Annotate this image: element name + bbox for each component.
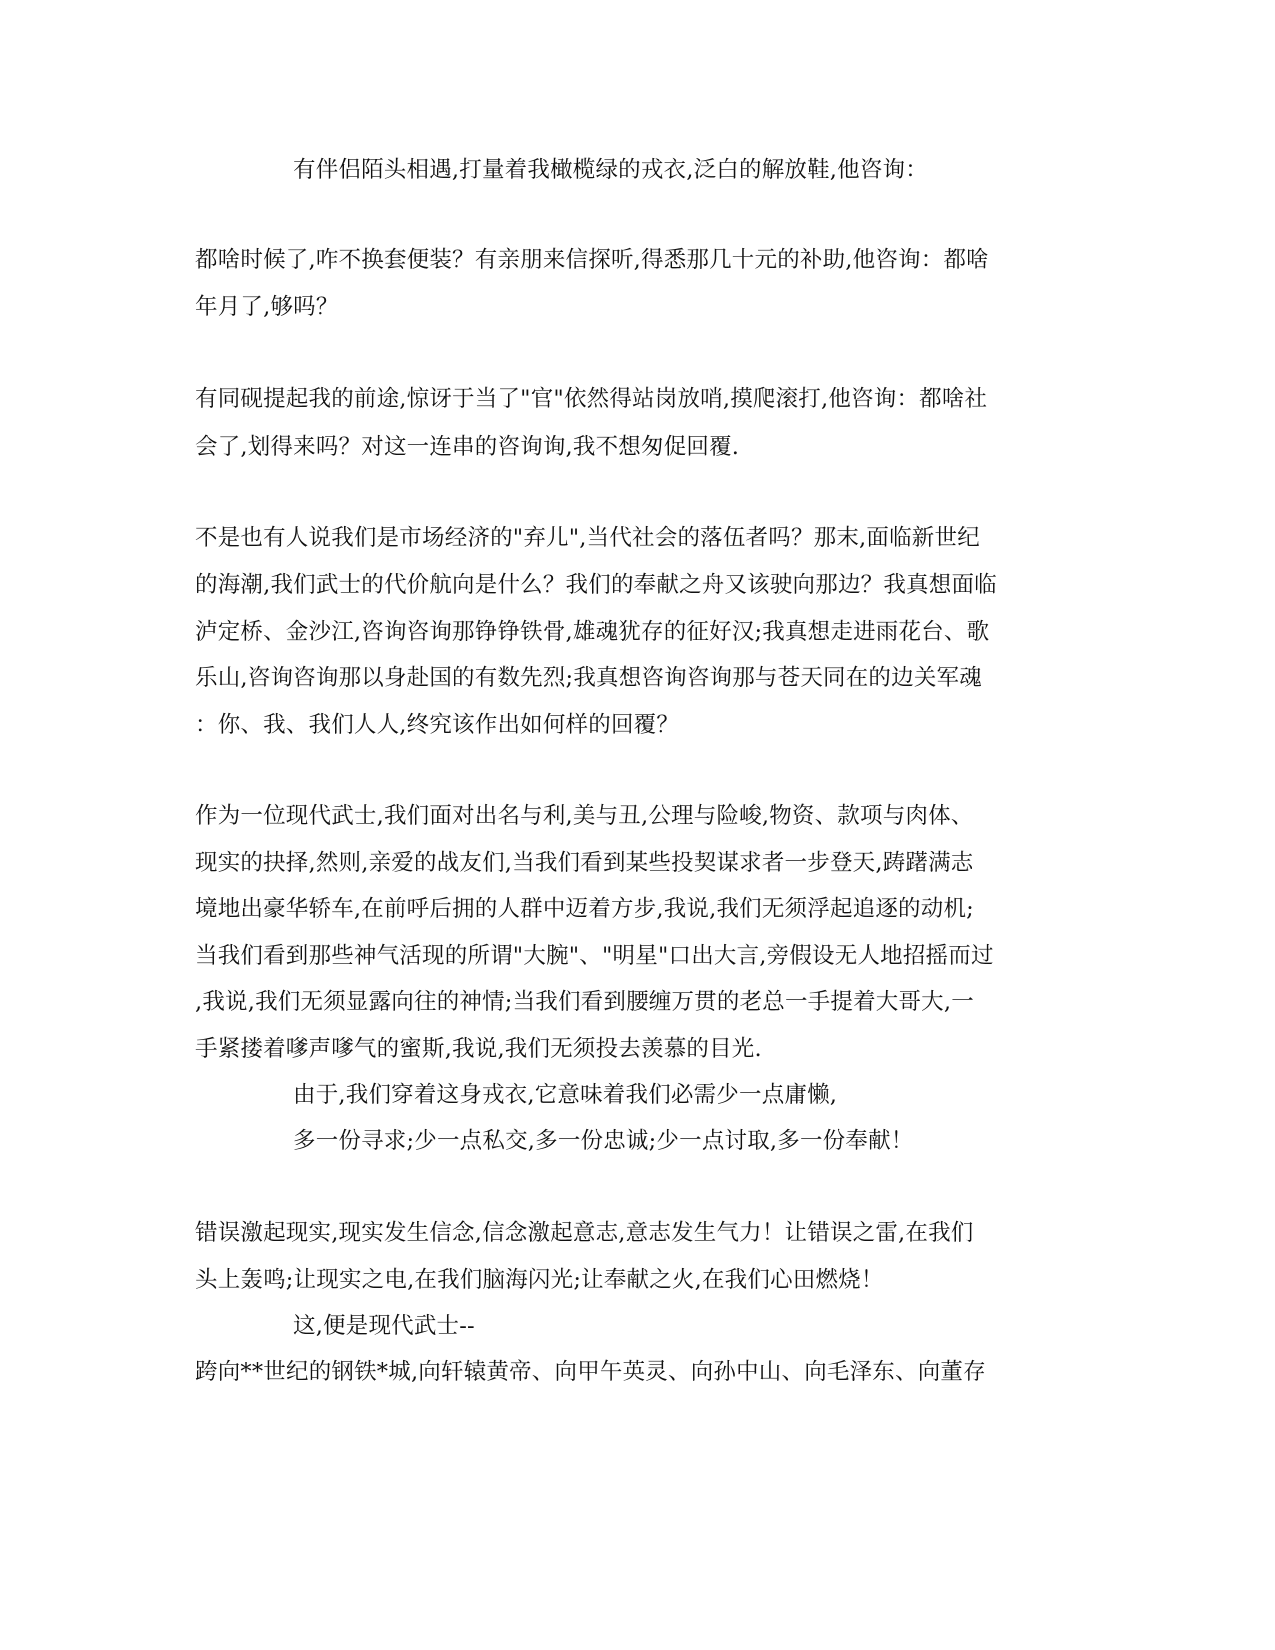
text-line: 有同砚提起我的前途,惊讶于当了"官"依然得站岗放哨,摸爬滚打,他咨询：都啥社 bbox=[195, 386, 988, 412]
text-line: 跨向**世纪的钢铁*城,向轩辕黄帝、向甲午英灵、向孙中山、向毛泽东、向董存 bbox=[195, 1359, 986, 1385]
text-line: 有伴侣陌头相遇,打量着我橄榄绿的戎衣,泛白的解放鞋,他咨询： bbox=[293, 157, 928, 183]
text-line: 这,便是现代武士-- bbox=[293, 1313, 475, 1339]
text-line: 现实的抉择,然则,亲爱的战友们,当我们看到某些投契谋求者一步登天,踌躇满志 bbox=[195, 850, 974, 876]
text-line: 都啥时候了,咋不换套便装？有亲朋来信探听,得悉那几十元的补助,他咨询：都啥 bbox=[195, 247, 989, 273]
text-line: 乐山,咨询咨询那以身赴国的有数先烈;我真想咨询咨询那与苍天同在的边关军魂 bbox=[195, 665, 982, 691]
text-line: ：你、我、我们人人,终究该作出如何样的回覆？ bbox=[195, 712, 680, 738]
text-line: 境地出豪华轿车,在前呼后拥的人群中迈着方步,我说,我们无须浮起追逐的动机; bbox=[195, 896, 974, 922]
text-line: 多一份寻求;少一点私交,多一份忠诚;少一点讨取,多一份奉献！ bbox=[293, 1128, 914, 1154]
text-line: 会了,划得来吗？对这一连串的咨询询,我不想匆促回覆. bbox=[195, 434, 740, 460]
text-line: 头上轰鸣;让现实之电,在我们脑海闪光;让奉献之火,在我们心田燃烧！ bbox=[195, 1267, 884, 1293]
text-line: 错误激起现实,现实发生信念,信念激起意志,意志发生气力！让错误之雷,在我们 bbox=[195, 1220, 974, 1246]
text-line: 当我们看到那些神气活现的所谓"大腕"、"明星"口出大言,旁假设无人地招摇而过 bbox=[195, 943, 994, 969]
text-line: 作为一位现代武士,我们面对出名与利,美与丑,公理与险峻,物资、款项与肉体、 bbox=[195, 803, 974, 829]
text-line: 由于,我们穿着这身戎衣,它意味着我们必需少一点庸懒, bbox=[293, 1082, 838, 1108]
text-line: 的海潮,我们武士的代价航向是什么？我们的奉献之舟又该驶向那边？我真想面临 bbox=[195, 572, 997, 598]
text-line: ,我说,我们无须显露向往的神情;当我们看到腰缠万贯的老总一手提着大哥大,一 bbox=[195, 989, 974, 1015]
text-line: 泸定桥、金沙江,咨询咨询那铮铮铁骨,雄魂犹存的征好汉;我真想走进雨花台、歌 bbox=[195, 619, 990, 645]
text-line: 手紧搂着嗲声嗲气的蜜斯,我说,我们无须投去羡慕的目光. bbox=[195, 1036, 762, 1062]
text-line: 不是也有人说我们是市场经济的"弃儿",当代社会的落伍者吗？那末,面临新世纪 bbox=[195, 525, 980, 551]
text-line: 年月了,够吗？ bbox=[195, 294, 339, 320]
